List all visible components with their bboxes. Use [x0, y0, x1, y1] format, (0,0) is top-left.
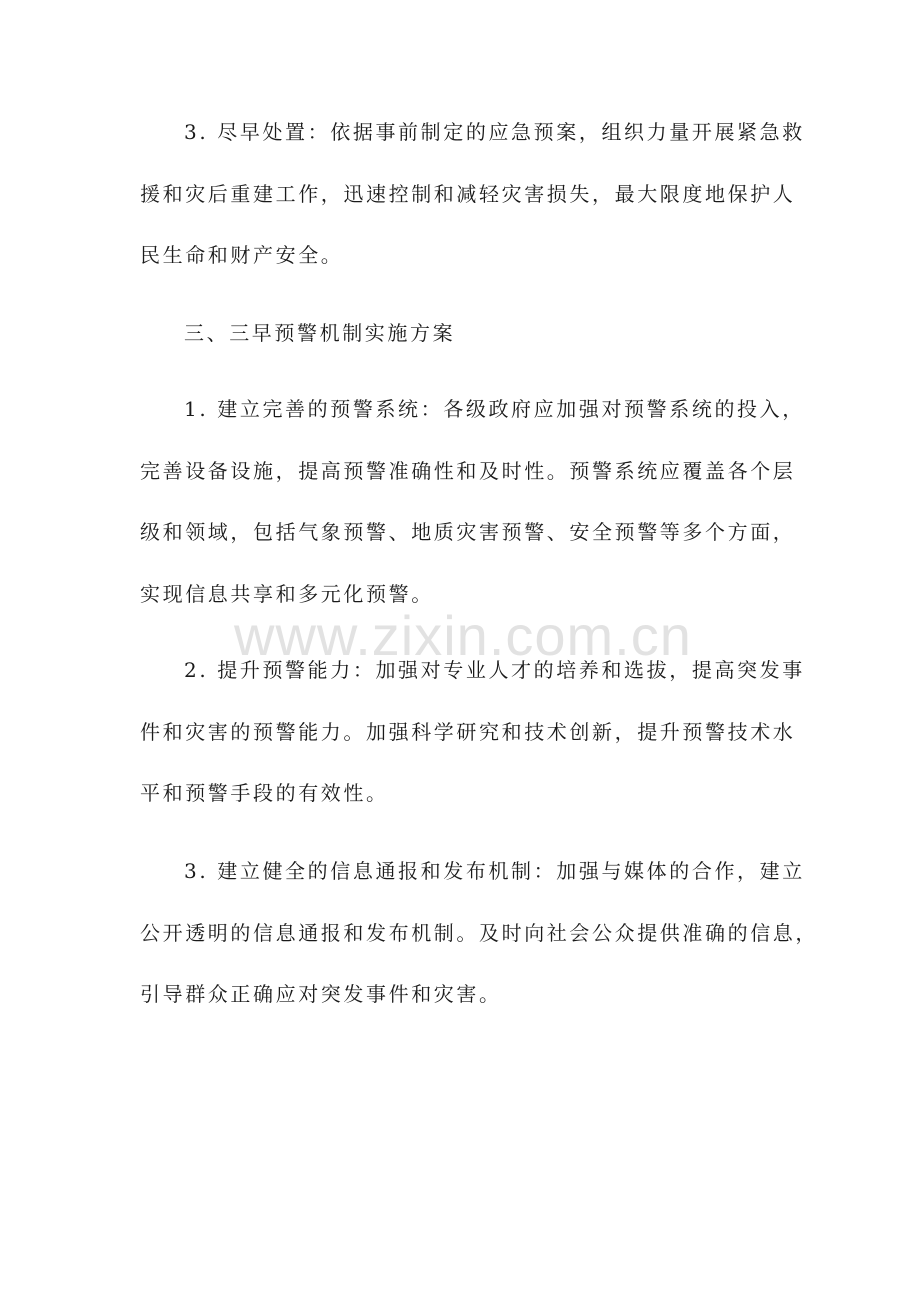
paragraph-line: 级和领域，包括气象预警、地质灾害预警、安全预警等多个方面，: [140, 520, 796, 544]
section-heading: 三、三早预警机制实施方案: [184, 321, 456, 345]
paragraph-line: 3. 尽早处置：依据事前制定的应急预案，组织力量开展紧急救: [184, 120, 805, 144]
paragraph-line: 3. 建立健全的信息通报和发布机制：加强与媒体的合作，建立: [184, 859, 805, 883]
paragraph-line: 2. 提升预警能力：加强对专业人才的培养和选拔，提高突发事: [184, 658, 805, 682]
paragraph-line: 民生命和财产安全。: [140, 243, 344, 267]
paragraph-line: 件和灾害的预警能力。加强科学研究和技术创新，提升预警技术水: [140, 720, 796, 744]
paragraph-line: 平和预警手段的有效性。: [140, 781, 389, 805]
paragraph-line: 实现信息共享和多元化预警。: [140, 582, 434, 606]
paragraph-line: 1. 建立完善的预警系统：各级政府应加强对预警系统的投入，: [184, 397, 805, 421]
paragraph-line: 完善设备设施，提高预警准确性和及时性。预警系统应覆盖各个层: [140, 459, 796, 483]
paragraph-line: 公开透明的信息通报和发布机制。及时向社会公众提供准确的信息，: [140, 921, 818, 945]
paragraph-line: 引导群众正确应对突发事件和灾害。: [140, 982, 502, 1006]
paragraph-line: 援和灾后重建工作，迅速控制和减轻灾害损失，最大限度地保护人: [140, 182, 796, 206]
watermark: www.zixin.com.cn: [234, 604, 692, 667]
